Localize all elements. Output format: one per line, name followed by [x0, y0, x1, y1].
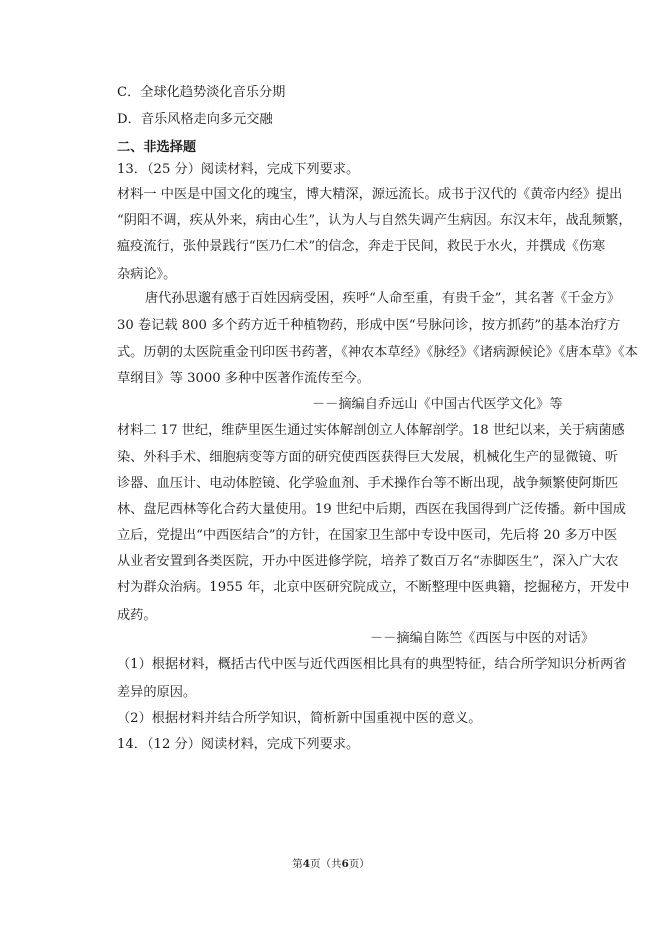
question-13-stem: 13．（25 分）阅读材料，完成下列要求。 [117, 162, 360, 177]
option-c: C．全球化趋势淡化音乐分期 [117, 85, 286, 100]
material-2-line: 立后，党提出“中西医结合”的方针，在国家卫生部中专设中医司，先后将 20 多万中医 [117, 528, 618, 543]
source-citation-2: －－摘编自陈竺《西医与中医的对话》 [370, 631, 595, 646]
material-1-line: 杂病论》。 [117, 267, 177, 282]
footer-total-pages: 6 [341, 858, 349, 870]
material-2-line: 从业者安置到各类医院，开办中医进修学院，培养了数百万名“赤脚医生”，深入广大农 [117, 554, 619, 569]
material-1-line: 材料一 中医是中国文化的瑰宝，博大精深，源远流长。成书于汉代的《黄帝内经》提出 [117, 187, 623, 202]
sub-question-2: （2）根据材料并结合所学知识，简析新中国重视中医的意义。 [117, 711, 482, 726]
material-2-line: 成药。 [117, 608, 157, 623]
material-2-line: 林、盘尼西林等化合药大量使用。19 世纪中后期，西医在我国得到广泛传播。新中国成 [117, 502, 626, 517]
option-d: D．音乐风格走向多元交融 [117, 112, 273, 127]
footer-prefix: 第 [292, 858, 303, 870]
material-1-line: “阴阳不调，疾从外来，病由心生”，认为人与自然失调产生病因。东汉末年，战乱频繁， [117, 213, 632, 228]
page-footer [0, 857, 662, 871]
sub-question-1-line: （1）根据材料，概括古代中医与近代西医相比具有的典型特征，结合所学知识分析两省 [117, 657, 627, 672]
material-1-p2-line: 唐代孙思邈有感于百姓因病受困，疾呼“人命至重，有贵千金”，其名著《千金方》 [145, 291, 621, 306]
material-1-p2-line: 式。历朝的太医院重金刊印医书药著，《神农本草经》《脉经》《诸病源候论》《唐本草》《本 [117, 345, 638, 360]
source-citation-1: －－摘编自乔远山《中国古代医学文化》等 [312, 397, 563, 412]
material-2-line: 材料二 17 世纪，维萨里医生通过实体解剖创立人体解剖学。18 世纪以来，关于病菌感 [117, 423, 625, 438]
question-14-stem: 14．（12 分）阅读材料，完成下列要求。 [117, 737, 360, 752]
material-1-line: 瘟疫流行，张仲景践行“医乃仁术”的信念，奔走于民间，救民于水火，并撰成《伤寒 [117, 239, 606, 254]
section-heading: 二、非选择题 [117, 140, 197, 155]
material-2-line: 村为群众治病。1955 年，北京中医研究院成立，不断整理中医典籍，挖掘秘方，开发中 [117, 580, 630, 595]
material-1-p2-line: 草纲目》等 3000 多种中医著作流传至今。 [117, 371, 370, 386]
material-1-p2-line: 30 卷记载 800 多个药方近千种植物药，形成中医“号脉问诊，按方抓药”的基本治疗方 [117, 318, 621, 333]
material-2-line: 诊器、血压计、电动体腔镜、化学验血剂、手术操作台等不断出现，战争频繁使阿斯匹 [117, 476, 619, 491]
footer-suffix: 页） [348, 858, 370, 870]
footer-mid: 页（共 [310, 858, 342, 870]
footer-page-number: 4 [302, 858, 310, 870]
material-2-line: 染、外科手术、细胞病变等方面的研究使西医获得巨大发展，机械化生产的显微镜、听 [117, 450, 619, 465]
sub-question-1-line: 差异的原因。 [117, 685, 197, 700]
